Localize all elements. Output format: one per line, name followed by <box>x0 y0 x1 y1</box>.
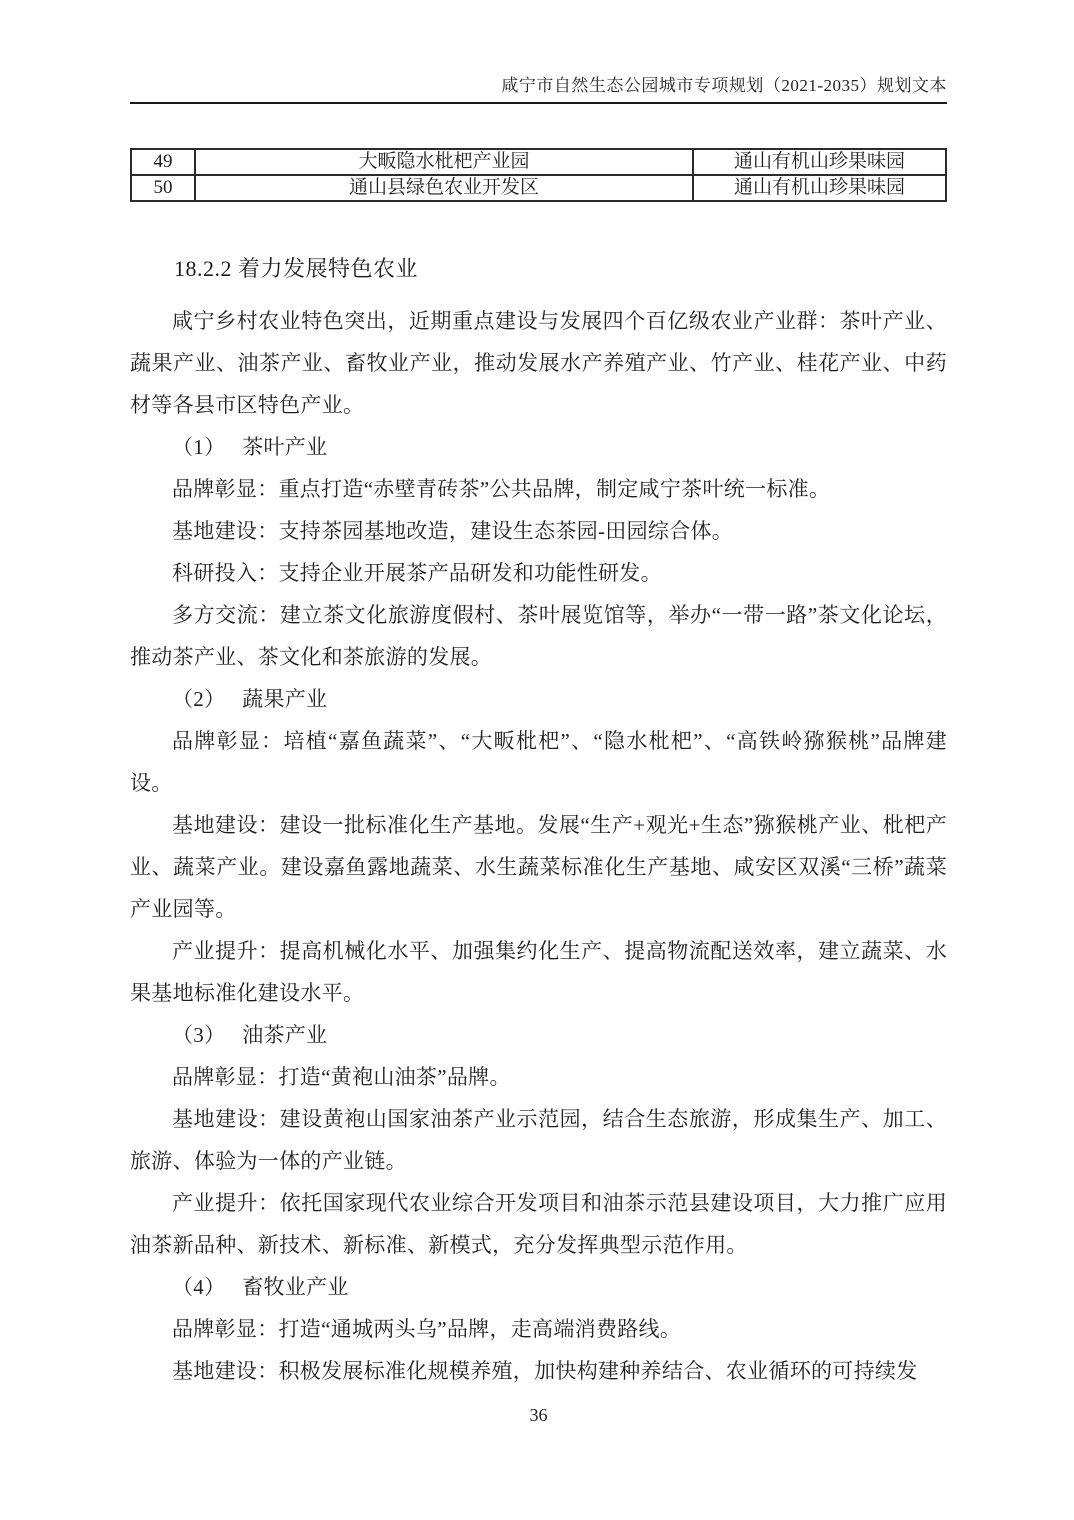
header-title: 咸宁市自然生态公园城市专项规划（2021-2035）规划文本 <box>501 76 947 95</box>
industry-1-number: （1） <box>172 435 226 459</box>
table-cell-no: 50 <box>131 175 195 201</box>
industry-3-name: 油茶产业 <box>242 1023 328 1047</box>
industry-2-paragraph: 基地建设：建设一批标准化生产基地。发展“生产+观光+生态”猕猴桃产业、枇杷产业、蔬菜产业。建设嘉鱼露地蔬菜、水生蔬菜标准化生产基地、咸安区双溪“三桥”蔬菜产业园等。 <box>130 813 947 921</box>
table-cell-park: 通山有机山珍果味园 <box>693 175 946 201</box>
section-heading: 18.2.2 着力发展特色农业 <box>174 256 419 281</box>
industry-2-paragraph: 产业提升：提高机械化水平、加强集约化生产、提高物流配送效率，建立蔬菜、水果基地标准化建设水平。 <box>130 939 947 1005</box>
industry-4-paragraph: 基地建设：积极发展标准化规模养殖，加快构建种养结合、农业循环的可持续发 <box>172 1359 918 1383</box>
industry-3-paragraph: 基地建设：建设黄袍山国家油茶产业示范园，结合生态旅游，形成集生产、加工、旅游、体验为一体的产业链。 <box>130 1107 947 1173</box>
intro-paragraph: 咸宁乡村农业特色突出，近期重点建设与发展四个百亿级农业产业群：茶叶产业、蔬果产业、油茶产业、畜牧业产业，推动发展水产养殖产业、竹产业、桂花产业、中药材等各县市区特色产业。 <box>130 309 947 417</box>
industry-park-table <box>130 148 947 202</box>
table-cell-park: 通山有机山珍果味园 <box>693 149 946 175</box>
industry-3-paragraph: 产业提升：依托国家现代农业综合开发项目和油茶示范县建设项目，大力推广应用油茶新品种、新技术、新标准、新模式，充分发挥典型示范作用。 <box>130 1191 947 1257</box>
industry-1-paragraph: 科研投入：支持企业开展茶产品研发和功能性研发。 <box>172 561 662 585</box>
page-number: 36 <box>529 1405 548 1425</box>
industry-4-name: 畜牧业产业 <box>242 1275 349 1299</box>
industry-1-title <box>130 426 947 468</box>
industry-3-paragraph: 品牌彰显：打造“黄袍山油茶”品牌。 <box>172 1065 511 1089</box>
industry-2-title <box>130 678 947 720</box>
table-cell-name: 大畈隐水枇杷产业园 <box>195 149 693 175</box>
industry-1-name: 茶叶产业 <box>242 435 328 459</box>
industry-1-paragraph: 基地建设：支持茶园基地改造，建设生态茶园-田园综合体。 <box>172 519 734 543</box>
industry-4-paragraph: 品牌彰显：打造“通城两头乌”品牌，走高端消费路线。 <box>172 1317 682 1341</box>
industry-4-number: （4） <box>172 1275 226 1299</box>
industry-1-paragraph: 多方交流：建立茶文化旅游度假村、茶叶展览馆等，举办“一带一路”茶文化论坛，推动茶产业、茶文化和茶旅游的发展。 <box>130 603 947 669</box>
industry-2-paragraph: 品牌彰显：培植“嘉鱼蔬菜”、“大畈枇杷”、“隐水枇杷”、“高铁岭猕猴桃”品牌建设。 <box>130 729 947 795</box>
industry-1-paragraph: 品牌彰显：重点打造“赤壁青砖茶”公共品牌，制定咸宁茶叶统一标准。 <box>172 477 831 501</box>
industry-3-title <box>130 1014 947 1056</box>
page-header <box>130 76 947 104</box>
industry-4-title <box>130 1266 947 1308</box>
table-row <box>131 149 946 175</box>
table-cell-no: 49 <box>131 149 195 175</box>
industry-2-number: （2） <box>172 687 226 711</box>
industry-3-number: （3） <box>172 1023 226 1047</box>
table-cell-name: 通山县绿色农业开发区 <box>195 175 693 201</box>
industry-2-name: 蔬果产业 <box>242 687 328 711</box>
table-row <box>131 175 946 201</box>
